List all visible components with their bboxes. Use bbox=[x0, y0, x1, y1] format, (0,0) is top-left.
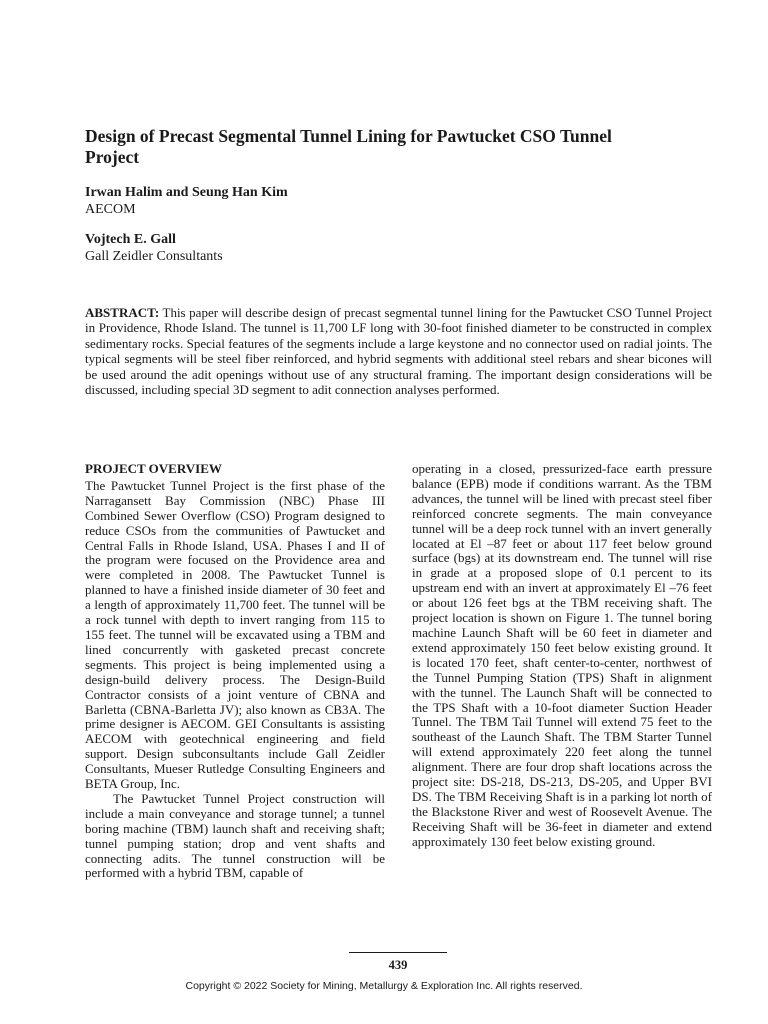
copyright-notice: Copyright © 2022 Society for Mining, Metallurgy & Exploration Inc. All rights reserved. bbox=[185, 980, 583, 992]
author-affiliation: AECOM bbox=[85, 202, 136, 217]
body-paragraph: The Pawtucket Tunnel Project construction will include a main conveyance and storage tunnel; a tunnel boring machine (TBM) launch shaft and receiving shaft; tunnel pumping station; drop and vent shafts and connecting adits. The tunnel construction will be performed with a hybrid TBM, capable of bbox=[85, 790, 385, 881]
body-paragraph: The Pawtucket Tunnel Project is the first phase of the Narragansett Bay Commission (NBC) Phase III Combined Sewer Overflow (CSO) Program designed to reduce CSOs from the communities of Pawtucket and Central Falls in Rhode Island, USA. Phases I and II of the program were focused on the Providence area and were completed in 2008. The Pawtucket Tunnel is planned to have a finished inside diameter of 30 feet and a length of approximately 11,700 feet. The tunnel will be a rock tunnel with depth to invert ranging from 115 to 155 feet. The tunnel will be excavated using a TBM and lined concurrently with gasketed precast concrete segments. This project is being implemented using a design-build delivery process. The Design-Build Contractor consists of a joint venture of CBNA and Barletta (CBNA-Barletta JV); also known as CB3A. The prime designer is AECOM. GEI Consultants is assisting AECOM with geotechnical engineering and field support. Design subconsultants include Gall Zeidler Consultants, Mueser Rutledge Consulting Engineers and BETA Group, Inc. bbox=[85, 477, 385, 792]
paper-title: Design of Precast Segmental Tunnel Lining for Pawtucket CSO Tunnel Project bbox=[85, 126, 612, 167]
page-number: 439 bbox=[388, 958, 408, 972]
left-column bbox=[85, 462, 385, 881]
section-heading: PROJECT OVERVIEW bbox=[85, 461, 222, 476]
author-affiliation: Gall Zeidler Consultants bbox=[85, 249, 223, 264]
author-names: Vojtech E. Gall bbox=[85, 232, 176, 247]
abstract bbox=[85, 305, 712, 397]
abstract-text: This paper will describe design of precast segmental tunnel lining for the Pawtucket CSO Tunnel Project in Providence, Rhode Island. The tunnel is 11,700 LF long with 30-foot finished diameter to be constructed in complex sedimentary rocks. Special features of the segments include a large keystone and no connector used on radial joints. The typical segments will be steel fiber reinforced, and hybrid segments with additional steel rebars and shear bicones will be used around the adit openings without use of any structural framing. The important design considerations will be discussed, including special 3D segment to adit connection analyses performed. bbox=[85, 305, 712, 398]
author-group-1 bbox=[85, 184, 645, 218]
body-paragraph: operating in a closed, pressurized-face earth pressure balance (EPB) mode if conditions warrant. As the TBM advances, the tunnel will be lined with precast steel fiber reinforced concrete segments. The main conveyance tunnel will be a deep rock tunnel with an invert generally located at El –87 feet or about 117 feet below ground surface (bgs) at its downstream end. The tunnel will rise in grade at a proposed slope of 0.1 percent to its upstream end with an invert at approximately El –76 feet or about 126 feet bgs at the TBM receiving shaft. The project location is shown on Figure 1. The tunnel boring machine Launch Shaft will be 60 feet in diameter and extend approximately 150 feet below existing ground. It is located 170 feet, shaft center-to-center, northwest of the Tunnel Pumping Station (TPS) Shaft in alignment with the tunnel. The Launch Shaft will be connected to the TPS Shaft with a 10-foot diameter Suction Header Tunnel. The TBM Tail Tunnel will extend 75 feet to the southeast of the Launch Shaft. The TBM Starter Tunnel will extend approximately 220 feet along the tunnel alignment. There are four drop shaft locations across the project site: DS-218, DS-213, DS-205, and Upper BVI DS. The TBM Receiving Shaft is in a parking lot north of the Blackstone River and west of Roosevelt Avenue. The Receiving Shaft will be 36-feet in diameter and extend approximately 130 feet below existing ground. bbox=[412, 461, 712, 849]
author-names: Irwan Halim and Seung Han Kim bbox=[85, 185, 288, 200]
abstract-label: ABSTRACT: bbox=[85, 305, 160, 320]
author-group-2 bbox=[85, 231, 645, 265]
right-column bbox=[412, 462, 712, 850]
footer-divider bbox=[349, 952, 447, 953]
